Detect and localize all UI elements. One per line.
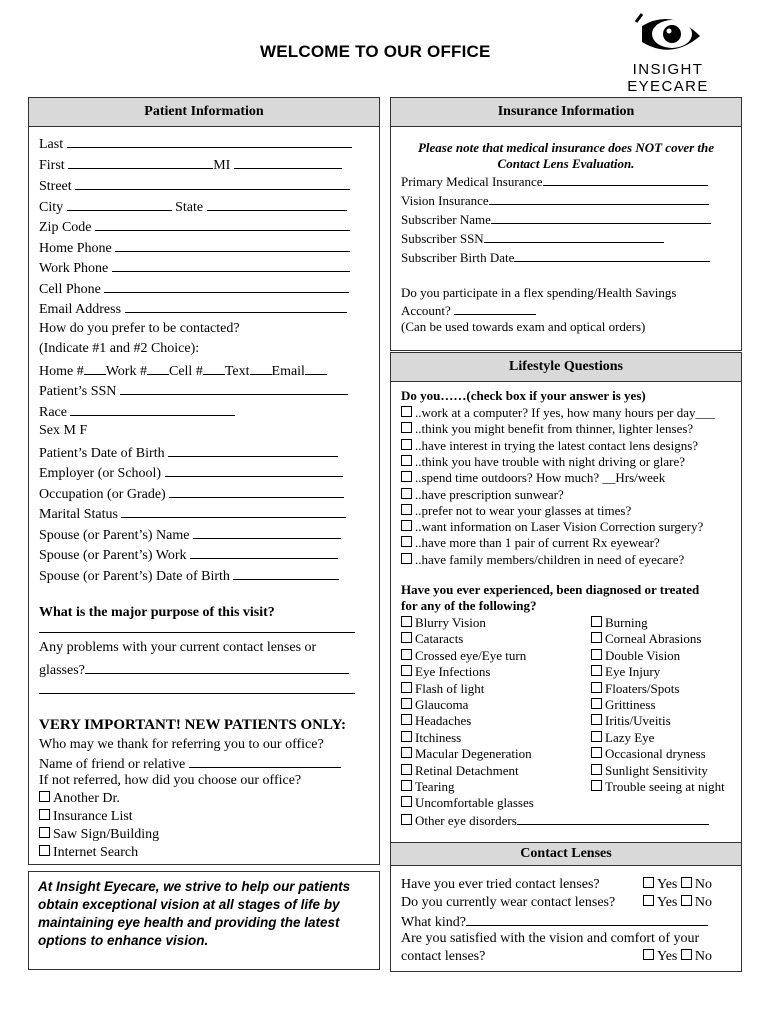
zip-label: Zip Code [39,220,92,235]
text-option-label: Text [224,364,250,379]
condition-item [401,779,731,795]
tried-contacts-question: Have you ever tried contact lenses? [401,877,600,892]
checkbox[interactable] [401,796,412,807]
zip-field[interactable] [95,218,350,231]
employer-field[interactable] [165,464,343,477]
lifestyle-item-label: ..have interest in trying the latest contact lens designs? [415,437,699,453]
condition-item [401,730,731,746]
condition-item [401,746,731,762]
checkbox[interactable] [591,649,602,660]
insurance-panel [390,97,742,351]
lifestyle-item-label: ..want information on Laser Vision Correction surgery? [415,519,704,535]
condition-item [591,681,679,697]
state-field[interactable] [207,198,347,211]
lifestyle-item [401,487,731,503]
dob-field[interactable] [168,444,338,457]
mi-label: MI [213,158,231,173]
checkbox[interactable] [401,764,412,775]
condition-item [591,713,671,729]
cell-choice[interactable] [203,362,225,375]
ssn-label: Patient’s SSN [39,384,117,399]
condition-item [401,664,731,680]
primary-insurance-label: Primary Medical Insurance [401,174,543,189]
occupation-field[interactable] [169,485,344,498]
what-kind-field[interactable] [466,913,708,926]
lifestyle-item-label: ..have prescription sunwear? [415,486,564,502]
insurance-note-cont: Contact Lens Evaluation. [497,156,635,171]
condition-item [401,648,731,664]
condition-item [591,664,660,680]
no-checkbox[interactable] [681,895,692,906]
spouse-dob-field[interactable] [233,567,339,580]
checkbox[interactable] [591,731,602,742]
conditions-question-cont: for any of the following? [401,598,537,613]
spouse-dob-label: Spouse (or Parent’s) Date of Birth [39,569,230,584]
condition-label: Sunlight Sensitivity [605,762,708,778]
contact-lenses-panel [390,842,742,972]
condition-label: Floaters/Spots [605,680,680,696]
checkbox[interactable] [401,780,412,791]
condition-item [591,631,701,647]
email-choice[interactable] [305,362,327,375]
condition-item [591,763,708,779]
condition-label: Headaches [415,713,472,729]
yes-label: Yes [657,895,678,910]
problems-question-cont: glasses? [39,663,85,678]
marital-field[interactable] [121,505,346,518]
lifestyle-item [401,503,731,519]
choice-internet-search: Internet Search [53,845,139,860]
cell-option-label: Cell # [168,364,203,379]
checkbox[interactable] [39,809,50,820]
condition-item [401,631,731,647]
checkbox[interactable] [401,504,412,515]
condition-label: Burning [605,615,648,630]
city-field[interactable] [67,198,172,211]
checkbox[interactable] [401,632,412,643]
contact-lenses-heading: Contact Lenses [391,843,741,866]
lifestyle-item-label: ..spend time outdoors? How much? __Hrs/week [415,470,666,486]
choice-insurance-list: Insurance List [53,809,133,824]
checkbox[interactable] [401,665,412,676]
checkbox[interactable] [401,536,412,547]
condition-item [591,746,706,762]
checkbox[interactable] [401,714,412,725]
lifestyle-item [401,405,731,421]
checkbox[interactable] [401,616,412,627]
patient-info-heading: Patient Information [29,98,379,127]
checkbox[interactable] [401,488,412,499]
subscriber-ssn-label: Subscriber SSN [401,231,484,246]
purpose-field[interactable] [39,620,355,633]
flex-question: Do you participate in a flex spending/Health Savings [401,285,677,300]
yes-checkbox[interactable] [643,949,654,960]
eye-logo-icon [592,12,744,62]
email-field[interactable] [125,300,347,313]
purpose-question: What is the major purpose of this visit? [39,605,275,620]
choose-question: If not referred, how did you choose our office? [39,773,302,788]
condition-label: Eye Injury [605,664,661,680]
lifestyle-item [401,454,731,470]
last-field[interactable] [67,135,352,148]
checkbox[interactable] [401,471,412,482]
condition-item [401,681,731,697]
checkbox[interactable] [591,665,602,676]
condition-label: Grittiness [605,697,656,712]
flex-note: (Can be used towards exam and optical orders) [401,319,646,334]
yes-checkbox[interactable] [643,877,654,888]
first-field[interactable] [68,156,213,169]
condition-label: Flash of light [415,680,485,696]
home-phone-field[interactable] [115,239,350,252]
condition-label: Corneal Abrasions [605,631,702,647]
condition-label: Trouble seeing at night [605,779,725,794]
cell-phone-label: Cell Phone [39,282,101,297]
lifestyle-item-label: ..have more than 1 pair of current Rx eyewear? [415,535,660,551]
checkbox[interactable] [591,698,602,709]
satisfied-question: Are you satisfied with the vision and comfort of your [401,931,700,946]
condition-item [401,795,731,811]
ssn-field[interactable] [120,382,348,395]
spouse-name-label: Spouse (or Parent’s) Name [39,528,190,543]
condition-label: Occasional dryness [605,746,706,762]
insurance-heading: Insurance Information [391,98,741,127]
new-patients-heading: VERY IMPORTANT! NEW PATIENTS ONLY: [39,717,347,733]
home-option-label: Home # [39,364,84,379]
lifestyle-item [401,470,731,486]
checkbox[interactable] [591,714,602,725]
condition-label: Lazy Eye [605,729,655,745]
condition-item [591,730,654,746]
condition-label: Blurry Vision [415,615,486,630]
mission-statement: At Insight Eyecare, we strive to help our patients obtain exceptional vision at all stages of life by maintaining eye health and providing the latest options to enhance vision. [38,879,351,948]
work-phone-label: Work Phone [39,261,109,276]
checkbox[interactable] [591,632,602,643]
lifestyle-intro: Do you……(check box if your answer is yes) [401,388,646,403]
home-choice[interactable] [84,362,106,375]
subscriber-name-field[interactable] [491,211,711,224]
checkbox[interactable] [591,764,602,775]
logo [592,12,744,95]
condition-item [401,615,731,631]
flex-field[interactable] [454,302,536,315]
condition-label: Iritis/Uveitis [605,713,671,729]
primary-insurance-field[interactable] [543,173,708,186]
friend-field[interactable] [189,755,341,768]
email-option-label: Email [271,364,305,379]
no-label: No [694,949,712,964]
problems-question: Any problems with your current contact lenses or [39,640,317,655]
lifestyle-item [401,421,731,437]
problems-field[interactable] [85,661,349,674]
subscriber-dob-label: Subscriber Birth Date [401,250,515,265]
condition-label: Eye Infections [415,664,491,680]
occupation-label: Occupation (or Grade) [39,487,166,502]
what-kind-label: What kind? [401,915,466,930]
other-disorders-field[interactable] [517,812,709,825]
spouse-work-field[interactable] [190,546,338,559]
condition-item [401,812,731,829]
race-field[interactable] [70,403,235,416]
page-title: WELCOME TO OUR OFFICE [260,42,491,61]
condition-item [401,697,731,713]
checkbox[interactable] [591,682,602,693]
condition-item [591,779,725,795]
last-label: Last [39,137,64,152]
spouse-work-label: Spouse (or Parent’s) Work [39,548,187,563]
work-choice[interactable] [147,362,169,375]
vision-insurance-label: Vision Insurance [401,193,489,208]
checkbox[interactable] [401,520,412,531]
satisfied-question-cont: contact lenses? [401,949,486,964]
cell-phone-field[interactable] [104,280,349,293]
lifestyle-panel [390,352,742,844]
conditions-question: Have you ever experienced, been diagnosed or treated [401,582,700,597]
vision-insurance-field[interactable] [489,192,709,205]
condition-label: Tearing [415,779,455,794]
email-label: Email Address [39,302,122,317]
flex-question-cont: Account? [401,303,451,318]
condition-label: Glaucoma [415,697,469,712]
checkbox[interactable] [401,682,412,693]
condition-label: Cataracts [415,631,464,647]
condition-item [401,763,731,779]
no-checkbox[interactable] [681,949,692,960]
first-label: First [39,158,65,173]
mission-box [28,871,380,970]
condition-item [591,648,680,664]
no-label: No [694,895,712,910]
checkbox[interactable] [591,616,602,627]
condition-label: Double Vision [605,647,681,663]
checkbox[interactable] [591,747,602,758]
problems-field-2[interactable] [39,681,355,694]
lifestyle-item-label: ..work at a computer? If yes, how many hours per day___ [415,405,715,420]
lifestyle-heading: Lifestyle Questions [391,353,741,382]
condition-label: Crossed eye/Eye turn [415,647,527,663]
patient-info-panel [28,97,380,865]
sex-selection[interactable]: Sex M F [39,423,88,438]
subscriber-name-label: Subscriber Name [401,212,491,227]
work-option-label: Work # [105,364,147,379]
street-label: Street [39,179,72,194]
yes-checkbox[interactable] [643,895,654,906]
yes-label: Yes [657,877,678,892]
friend-label: Name of friend or relative [39,757,186,772]
condition-item [591,697,656,713]
checkbox[interactable] [401,406,412,417]
checkbox[interactable] [39,827,50,838]
lifestyle-item [401,519,731,535]
no-label: No [694,877,712,892]
choice-saw-sign: Saw Sign/Building [53,827,160,842]
checkbox[interactable] [39,845,50,856]
insurance-note: Please note that medical insurance does NOT cover the [417,140,715,155]
checkbox[interactable] [401,439,412,450]
checkbox[interactable] [401,553,412,564]
spouse-name-field[interactable] [193,526,341,539]
yes-label: Yes [657,949,678,964]
checkbox[interactable] [401,731,412,742]
lifestyle-item-label: ..think you have trouble with night driving or glare? [415,453,686,469]
no-checkbox[interactable] [681,877,692,888]
referral-question: Who may we thank for referring you to our office? [39,737,324,752]
lifestyle-item-label: ..prefer not to wear your glasses at times? [415,502,632,518]
state-label: State [175,200,204,215]
condition-item [401,713,731,729]
lifestyle-item [401,535,731,551]
choice-another-dr: Another Dr. [53,791,120,806]
employer-label: Employer (or School) [39,466,162,481]
subscriber-ssn-field[interactable] [484,230,664,243]
contact-pref-hint: (Indicate #1 and #2 Choice): [39,341,200,356]
text-choice[interactable] [250,362,272,375]
condition-label: Retinal Detachment [415,762,519,778]
checkbox[interactable] [401,455,412,466]
checkbox[interactable] [591,780,602,791]
checkbox[interactable] [401,649,412,660]
lifestyle-item [401,438,731,454]
contact-pref-question: How do you prefer to be contacted? [39,321,240,336]
home-phone-label: Home Phone [39,241,112,256]
wear-contacts-question: Do you currently wear contact lenses? [401,895,616,910]
checkbox[interactable] [401,422,412,433]
lifestyle-item-label: ..have family members/children in need of eyecare? [415,551,685,567]
condition-item [591,615,648,631]
condition-label: Macular Degeneration [415,746,532,762]
street-field[interactable] [75,177,350,190]
condition-label: Uncomfortable glasses [415,795,534,811]
race-label: Race [39,405,67,420]
checkbox[interactable] [401,747,412,758]
checkbox[interactable] [401,814,412,825]
mi-field[interactable] [234,156,342,169]
brand-name: INSIGHT EYECARE [627,61,709,95]
marital-label: Marital Status [39,507,118,522]
dob-label: Patient’s Date of Birth [39,446,165,461]
lifestyle-item [401,552,731,568]
city-label: City [39,200,64,215]
checkbox[interactable] [401,698,412,709]
subscriber-dob-field[interactable] [514,249,710,262]
condition-label: Itchiness [415,729,462,745]
checkbox[interactable] [39,791,50,802]
work-phone-field[interactable] [112,259,350,272]
lifestyle-item-label: ..think you might benefit from thinner, lighter lenses? [415,421,694,437]
condition-label: Other eye disorders [415,812,517,828]
